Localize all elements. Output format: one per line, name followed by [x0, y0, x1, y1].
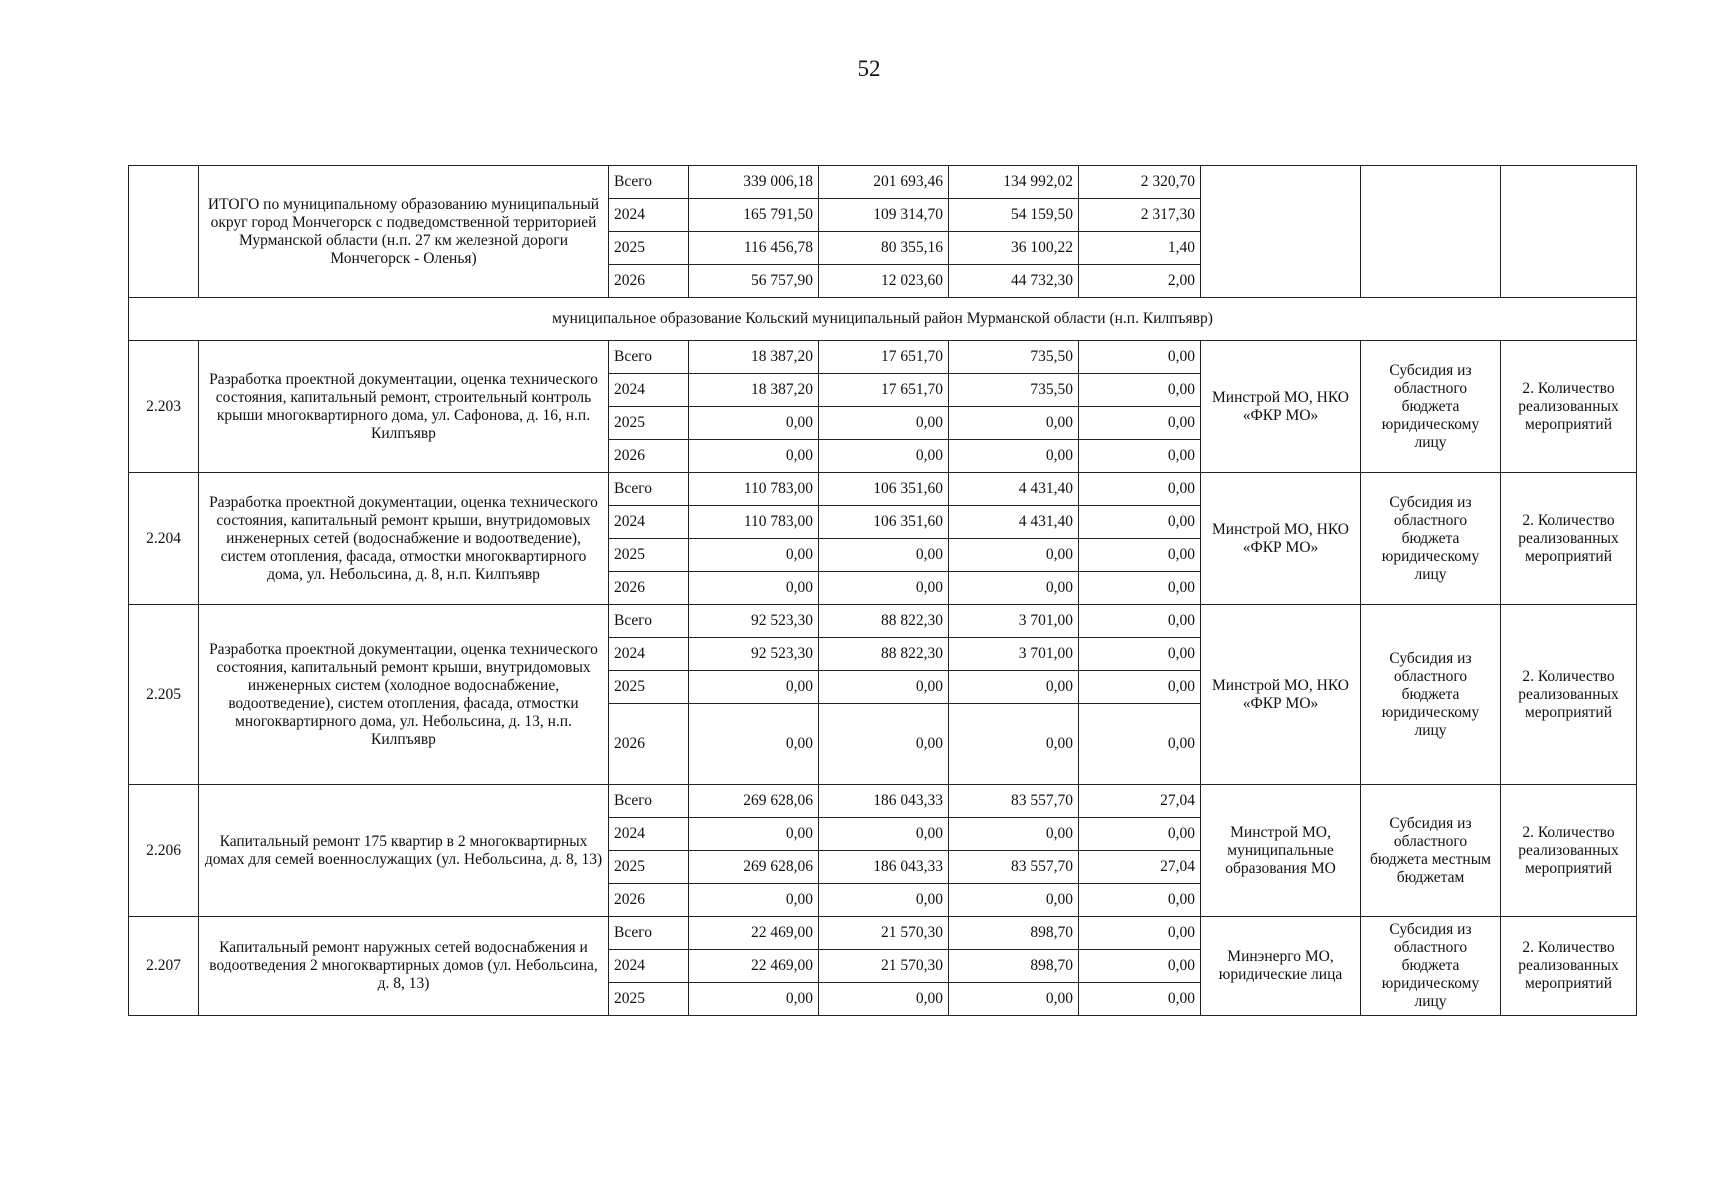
indicator-cell: 2. Количество реализованных мероприятий	[1501, 341, 1637, 473]
funding-cell: Субсидия из областного бюджета юридическому лицу	[1361, 917, 1501, 1016]
value-federal: 0,00	[819, 671, 949, 704]
total-title: ИТОГО по муниципальному образованию муниципальный округ город Мончегорск с подведомственной территорией Мурманской области (н.п. 27 км железной дороги Мончегорск - Оленья)	[199, 166, 609, 298]
value-local: 0,00	[1079, 671, 1201, 704]
year-cell: 2024	[609, 818, 689, 851]
value-regional: 0,00	[949, 407, 1079, 440]
value-total: 269 628,06	[689, 785, 819, 818]
value-total: 110 783,00	[689, 473, 819, 506]
section-header: муниципальное образование Кольский муниципальный район Мурманской области (н.п. Килпъявр)	[129, 298, 1637, 341]
year-cell: 2025	[609, 539, 689, 572]
year-cell: Всего	[609, 166, 689, 199]
value-federal: 186 043,33	[819, 851, 949, 884]
value-total: 0,00	[689, 884, 819, 917]
value-regional: 134 992,02	[949, 166, 1079, 199]
value-total: 116 456,78	[689, 232, 819, 265]
page-number: 52	[857, 56, 881, 81]
value-total: 18 387,20	[689, 341, 819, 374]
value-federal: 80 355,16	[819, 232, 949, 265]
value-total: 110 783,00	[689, 506, 819, 539]
item-description: Разработка проектной документации, оценка технического состояния, капитальный ремонт крыши, внутридомовых инженерных систем (холодное водоснабжение, водоотведение), систем отопления, фасада, отмостки многоквартирного дома, ул. Небольсина, д. 13, н.п. Килпъявр	[199, 605, 609, 785]
value-federal: 21 570,30	[819, 917, 949, 950]
value-regional: 0,00	[949, 983, 1079, 1016]
table-row	[129, 785, 1637, 818]
item-description: Разработка проектной документации, оценка технического состояния, капитальный ремонт, строительный контроль крыши многоквартирного дома, ул. Сафонова, д. 16, н.п. Килпъявр	[199, 341, 609, 473]
value-federal: 0,00	[819, 407, 949, 440]
value-federal: 0,00	[819, 704, 949, 785]
item-number: 2.205	[129, 605, 199, 785]
value-total: 0,00	[689, 704, 819, 785]
indicator-cell: 2. Количество реализованных мероприятий	[1501, 473, 1637, 605]
table-row	[129, 341, 1637, 374]
year-cell: 2025	[609, 671, 689, 704]
value-local: 1,40	[1079, 232, 1201, 265]
value-total: 92 523,30	[689, 638, 819, 671]
value-total: 22 469,00	[689, 917, 819, 950]
value-regional: 3 701,00	[949, 638, 1079, 671]
value-total: 0,00	[689, 440, 819, 473]
total-row	[129, 166, 1637, 199]
executor-cell	[1201, 166, 1361, 298]
year-cell: 2025	[609, 851, 689, 884]
value-local: 2 317,30	[1079, 199, 1201, 232]
value-federal: 186 043,33	[819, 785, 949, 818]
value-total: 0,00	[689, 539, 819, 572]
value-federal: 0,00	[819, 884, 949, 917]
value-regional: 735,50	[949, 341, 1079, 374]
value-regional: 44 732,30	[949, 265, 1079, 298]
value-federal: 12 023,60	[819, 265, 949, 298]
value-federal: 201 693,46	[819, 166, 949, 199]
year-cell: 2026	[609, 572, 689, 605]
value-total: 269 628,06	[689, 851, 819, 884]
value-federal: 88 822,30	[819, 605, 949, 638]
year-cell: 2025	[609, 407, 689, 440]
indicator-cell: 2. Количество реализованных мероприятий	[1501, 605, 1637, 785]
executor-cell: Минстрой МО, муниципальные образования МО	[1201, 785, 1361, 917]
value-total: 56 757,90	[689, 265, 819, 298]
value-local: 0,00	[1079, 638, 1201, 671]
value-local: 0,00	[1079, 374, 1201, 407]
value-regional: 0,00	[949, 572, 1079, 605]
value-local: 27,04	[1079, 851, 1201, 884]
item-description: Капитальный ремонт наружных сетей водоснабжения и водоотведения 2 многоквартирных домов (ул. Небольсина, д. 8, 13)	[199, 917, 609, 1016]
value-local: 2,00	[1079, 265, 1201, 298]
value-federal: 0,00	[819, 983, 949, 1016]
value-regional: 735,50	[949, 374, 1079, 407]
year-cell: 2026	[609, 265, 689, 298]
value-regional: 898,70	[949, 950, 1079, 983]
value-local: 0,00	[1079, 983, 1201, 1016]
value-local: 0,00	[1079, 539, 1201, 572]
value-regional: 83 557,70	[949, 785, 1079, 818]
value-local: 0,00	[1079, 884, 1201, 917]
year-cell: Всего	[609, 917, 689, 950]
value-regional: 0,00	[949, 704, 1079, 785]
item-description: Разработка проектной документации, оценка технического состояния, капитальный ремонт крыши, внутридомовых инженерных сетей (водоснабжение и водоотведение), систем отопления, фасада, отмостки многоквартирного дома, ул. Небольсина, д. 8, н.п. Килпъявр	[199, 473, 609, 605]
value-regional: 0,00	[949, 884, 1079, 917]
item-description: Капитальный ремонт 175 квартир в 2 многоквартирных домах для семей военнослужащих (ул. Небольсина, д. 8, 13)	[199, 785, 609, 917]
value-regional: 4 431,40	[949, 473, 1079, 506]
year-cell: 2024	[609, 374, 689, 407]
year-cell: Всего	[609, 785, 689, 818]
value-local: 0,00	[1079, 950, 1201, 983]
value-local: 0,00	[1079, 407, 1201, 440]
funding-cell	[1361, 166, 1501, 298]
value-federal: 17 651,70	[819, 374, 949, 407]
value-regional: 0,00	[949, 539, 1079, 572]
item-number: 2.204	[129, 473, 199, 605]
table-row	[129, 605, 1637, 638]
funding-cell: Субсидия из областного бюджета местным бюджетам	[1361, 785, 1501, 917]
funding-cell: Субсидия из областного бюджета юридическому лицу	[1361, 605, 1501, 785]
value-local: 0,00	[1079, 473, 1201, 506]
value-total: 22 469,00	[689, 950, 819, 983]
value-regional: 83 557,70	[949, 851, 1079, 884]
value-federal: 0,00	[819, 818, 949, 851]
value-total: 0,00	[689, 818, 819, 851]
value-local: 0,00	[1079, 506, 1201, 539]
year-cell: 2024	[609, 199, 689, 232]
value-regional: 36 100,22	[949, 232, 1079, 265]
value-local: 0,00	[1079, 440, 1201, 473]
value-regional: 898,70	[949, 917, 1079, 950]
year-cell: 2024	[609, 638, 689, 671]
funding-cell: Субсидия из областного бюджета юридическому лицу	[1361, 341, 1501, 473]
executor-cell: Минстрой МО, НКО «ФКР МО»	[1201, 473, 1361, 605]
value-regional: 4 431,40	[949, 506, 1079, 539]
year-cell: 2025	[609, 983, 689, 1016]
value-regional: 3 701,00	[949, 605, 1079, 638]
value-local: 0,00	[1079, 917, 1201, 950]
value-federal: 88 822,30	[819, 638, 949, 671]
year-cell: 2026	[609, 884, 689, 917]
value-total: 92 523,30	[689, 605, 819, 638]
indicator-cell	[1501, 166, 1637, 298]
budget-table	[128, 165, 1637, 1016]
value-total: 18 387,20	[689, 374, 819, 407]
value-federal: 109 314,70	[819, 199, 949, 232]
indicator-cell: 2. Количество реализованных мероприятий	[1501, 917, 1637, 1016]
year-cell: 2026	[609, 440, 689, 473]
value-regional: 0,00	[949, 671, 1079, 704]
value-federal: 0,00	[819, 539, 949, 572]
value-local: 0,00	[1079, 341, 1201, 374]
year-cell: Всего	[609, 473, 689, 506]
value-federal: 0,00	[819, 572, 949, 605]
value-local: 0,00	[1079, 605, 1201, 638]
value-federal: 17 651,70	[819, 341, 949, 374]
year-cell: Всего	[609, 605, 689, 638]
year-cell: Всего	[609, 341, 689, 374]
value-local: 27,04	[1079, 785, 1201, 818]
executor-cell: Минэнерго МО, юридические лица	[1201, 917, 1361, 1016]
table-row	[129, 917, 1637, 950]
executor-cell: Минстрой МО, НКО «ФКР МО»	[1201, 605, 1361, 785]
value-local: 0,00	[1079, 704, 1201, 785]
value-total: 0,00	[689, 572, 819, 605]
value-regional: 54 159,50	[949, 199, 1079, 232]
item-number: 2.207	[129, 917, 199, 1016]
funding-cell: Субсидия из областного бюджета юридическому лицу	[1361, 473, 1501, 605]
value-total: 165 791,50	[689, 199, 819, 232]
value-regional: 0,00	[949, 440, 1079, 473]
executor-cell: Минстрой МО, НКО «ФКР МО»	[1201, 341, 1361, 473]
value-total: 0,00	[689, 407, 819, 440]
year-cell: 2026	[609, 704, 689, 785]
value-total: 0,00	[689, 983, 819, 1016]
value-local: 2 320,70	[1079, 166, 1201, 199]
value-federal: 21 570,30	[819, 950, 949, 983]
value-total: 339 006,18	[689, 166, 819, 199]
value-federal: 0,00	[819, 440, 949, 473]
total-num-cell	[129, 166, 199, 298]
item-number: 2.203	[129, 341, 199, 473]
indicator-cell: 2. Количество реализованных мероприятий	[1501, 785, 1637, 917]
year-cell: 2024	[609, 950, 689, 983]
value-local: 0,00	[1079, 572, 1201, 605]
value-local: 0,00	[1079, 818, 1201, 851]
table-row	[129, 473, 1637, 506]
item-number: 2.206	[129, 785, 199, 917]
value-federal: 106 351,60	[819, 473, 949, 506]
value-federal: 106 351,60	[819, 506, 949, 539]
value-total: 0,00	[689, 671, 819, 704]
value-regional: 0,00	[949, 818, 1079, 851]
year-cell: 2025	[609, 232, 689, 265]
section-header-row	[129, 298, 1637, 341]
year-cell: 2024	[609, 506, 689, 539]
